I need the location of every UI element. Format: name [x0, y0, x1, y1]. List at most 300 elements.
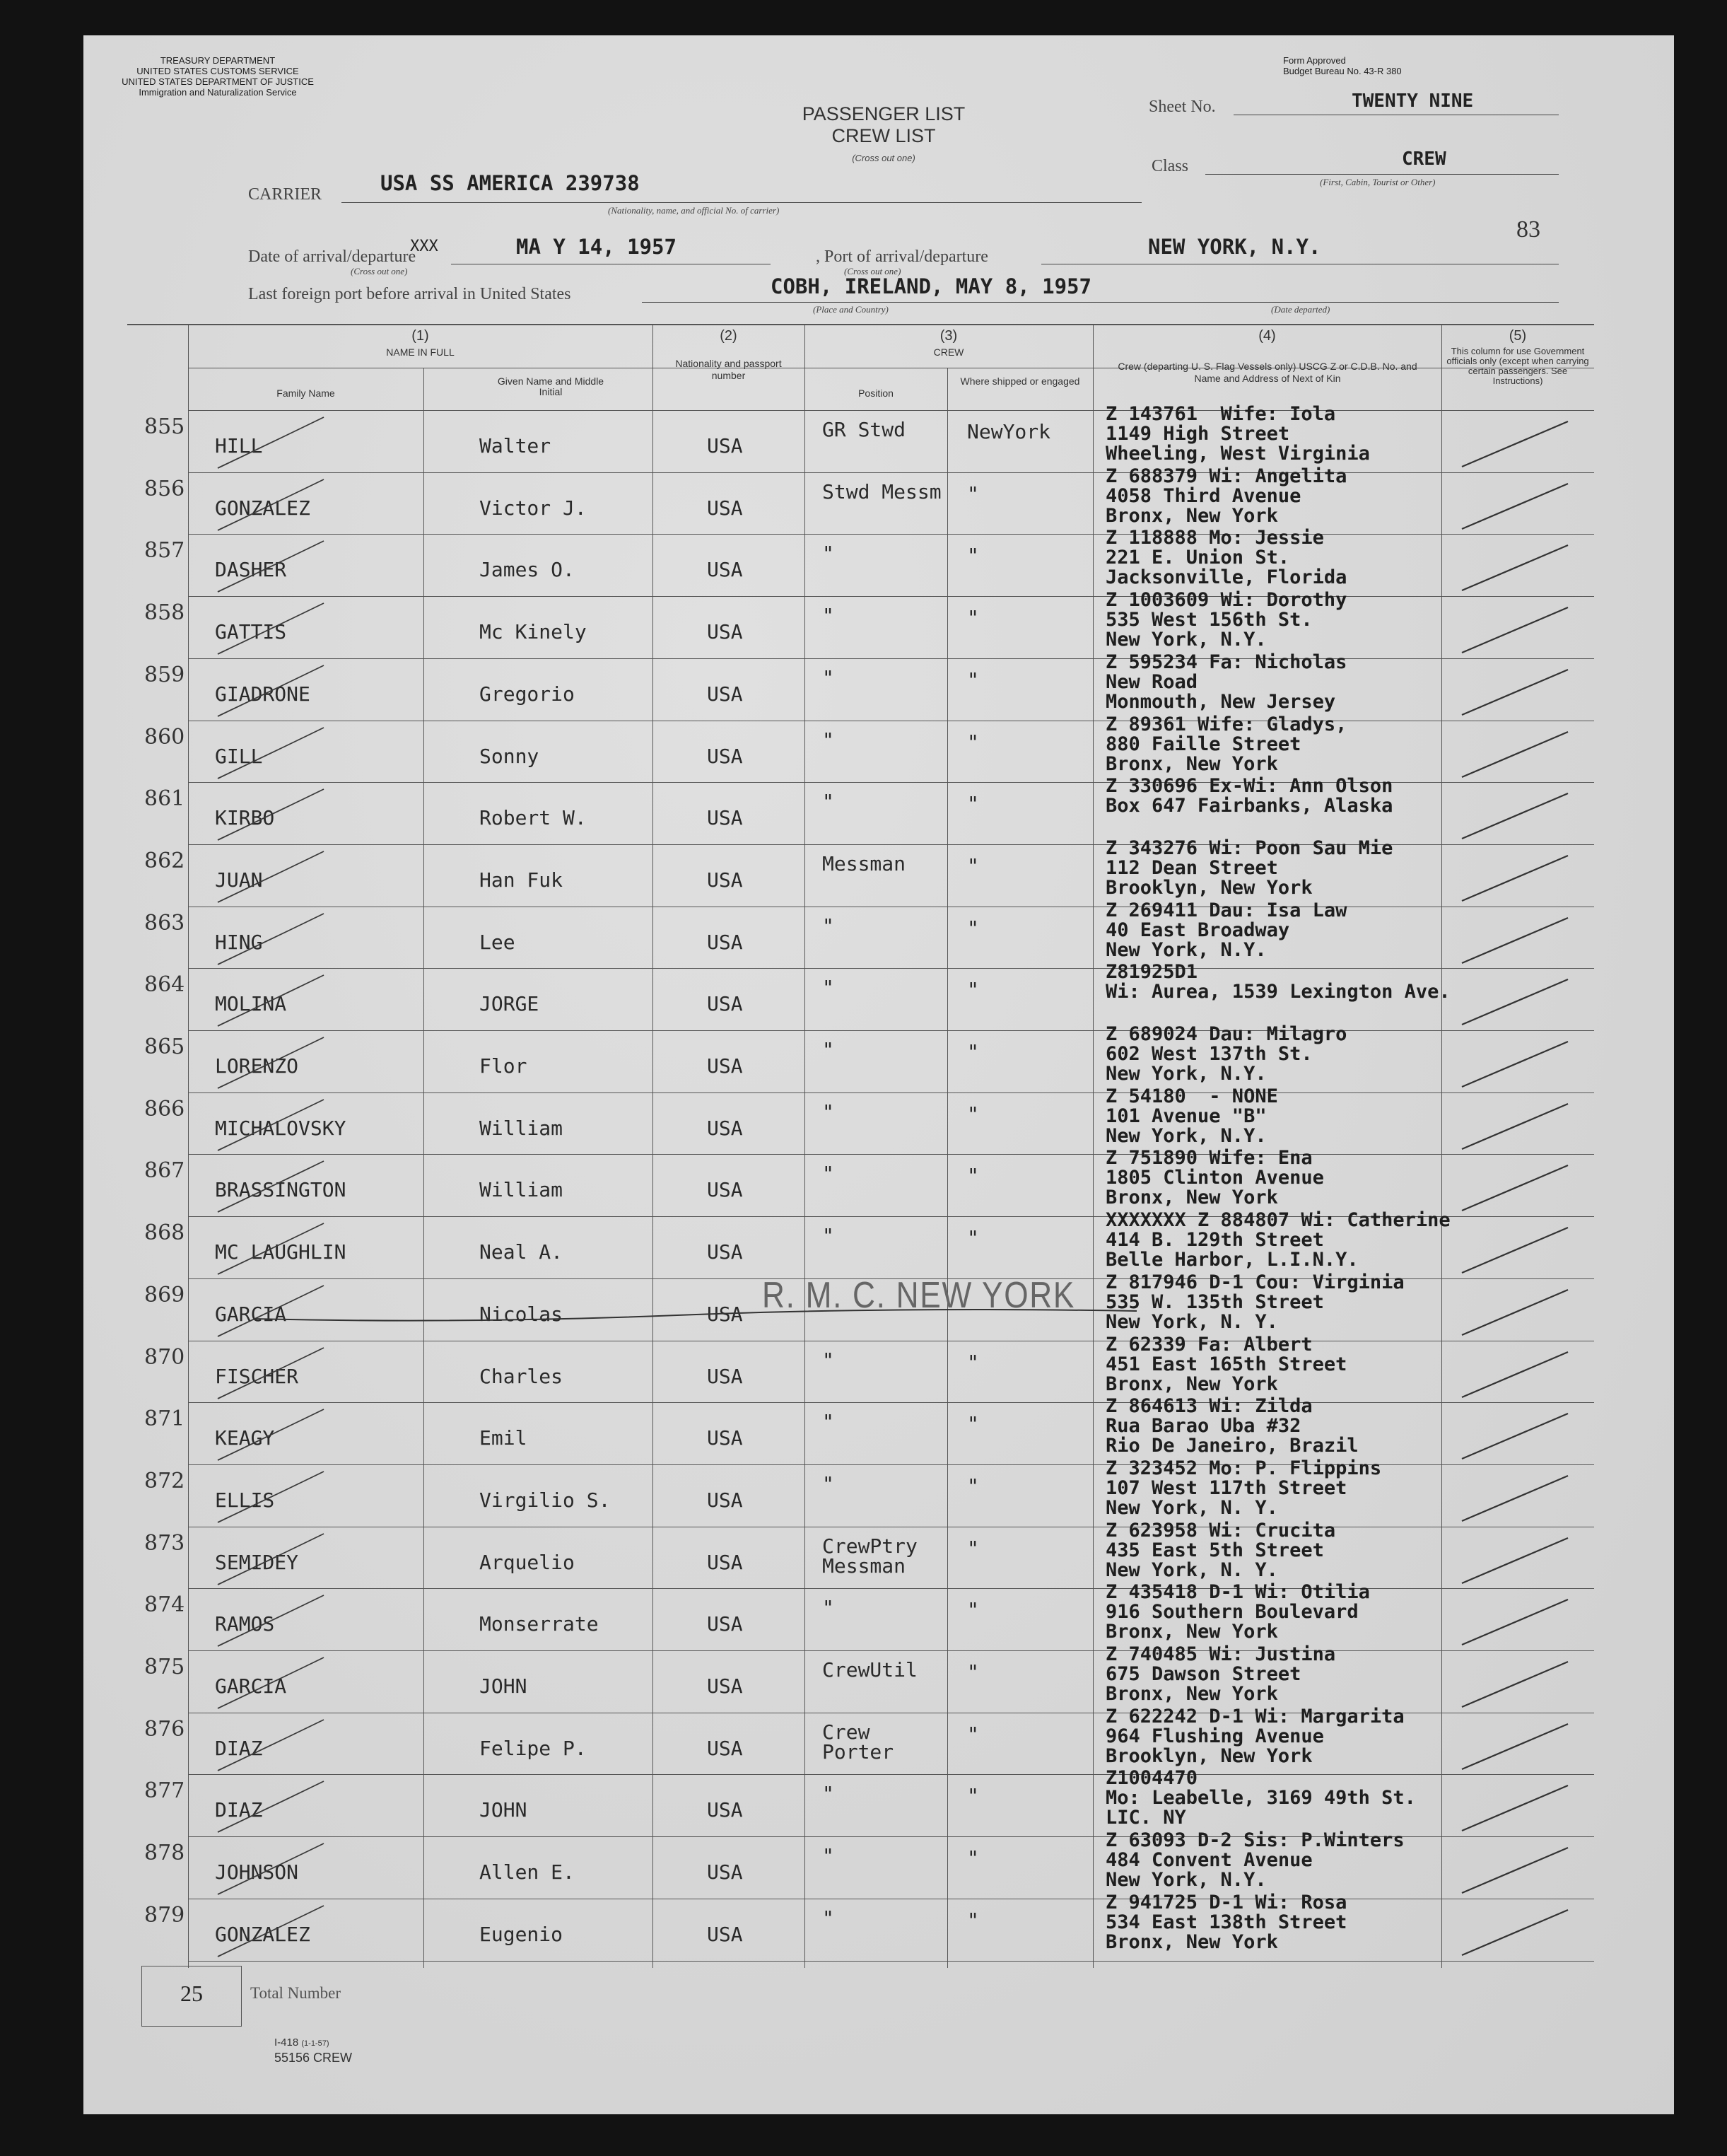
- carrier-label: CARRIER: [248, 185, 322, 204]
- agency-line3: UNITED STATES DEPARTMENT OF JUSTICE: [122, 76, 314, 87]
- given-name: Flor: [479, 1054, 527, 1078]
- port-value: NEW YORK, N.Y.: [1148, 235, 1321, 259]
- where-shipped: ": [967, 1412, 979, 1436]
- date-note: (Cross out one): [351, 266, 408, 276]
- family-name: FISCHER: [215, 1364, 299, 1388]
- row-rule: [188, 1030, 1594, 1031]
- next-of-kin: XXXXXXX Z 884807 Wi: Catherine 414 B. 129th Street Belle Harbor, L.I.N.Y.: [1106, 1209, 1451, 1271]
- name-check-mark: [189, 1157, 331, 1213]
- next-of-kin: Z 1003609 Wi: Dorothy 535 West 156th St. New York, N.Y.: [1106, 589, 1347, 651]
- family-name: HILL: [215, 434, 263, 458]
- col3-num: (3): [939, 328, 958, 344]
- given-name: Virgilio S.: [479, 1488, 611, 1512]
- row-number: 879: [144, 1902, 185, 1928]
- family-name: ELLIS: [215, 1488, 275, 1512]
- given-name: Walter: [479, 434, 551, 458]
- class-value: CREW: [1402, 148, 1446, 170]
- given-name: Gregorio: [479, 682, 575, 706]
- class-note: (First, Cabin, Tourist or Other): [1320, 177, 1436, 187]
- name-check-mark: [189, 1344, 331, 1400]
- name-check-mark: [189, 1529, 331, 1586]
- check-mark: [1448, 478, 1589, 535]
- title-note: (Cross out one): [852, 153, 915, 163]
- position: ": [822, 665, 834, 689]
- given-name: Han Fuk: [479, 868, 563, 892]
- row-number: 864: [144, 972, 185, 998]
- position: ": [822, 1472, 834, 1496]
- where-shipped: ": [967, 1722, 979, 1746]
- form-no: I-418: [274, 2036, 299, 2049]
- nationality: USA: [707, 1302, 743, 1326]
- family-name: GONZALEZ: [215, 496, 310, 520]
- row-number: 876: [144, 1716, 185, 1742]
- check-mark: [1448, 788, 1589, 844]
- next-of-kin: Z 54180 - NONE 101 Avenue "B" New York, N.Y.: [1106, 1085, 1278, 1147]
- row-number: 861: [144, 786, 185, 812]
- check-mark: [1448, 1284, 1589, 1341]
- col2-num: (2): [720, 328, 737, 344]
- where-shipped: ": [967, 1598, 979, 1622]
- row-rule: [188, 596, 1594, 597]
- position: ": [822, 790, 834, 814]
- list-title: [778, 103, 990, 169]
- table-bottom-rule: [188, 1961, 1594, 1962]
- date-xxx: XXX: [410, 238, 438, 255]
- title-passenger: PASSENGER LIST: [802, 103, 966, 124]
- where-shipped: ": [967, 1784, 979, 1808]
- given-name: William: [479, 1116, 563, 1140]
- family-name: JUAN: [215, 868, 263, 892]
- position: ": [822, 1906, 834, 1930]
- given-name: Allen E.: [479, 1860, 575, 1884]
- check-mark: [1448, 1904, 1589, 1961]
- position: ": [822, 1100, 834, 1124]
- where-shipped: ": [967, 544, 979, 568]
- agency-line1: TREASURY DEPARTMENT: [160, 55, 276, 66]
- given-name: James O.: [479, 558, 575, 582]
- name-check-mark: [189, 413, 331, 470]
- next-of-kin: Z 864613 Wi: Zilda Rua Barao Uba #32 Rio De Janeiro, Brazil: [1106, 1395, 1359, 1457]
- row-number: 858: [144, 600, 185, 626]
- check-mark: [1448, 1842, 1589, 1899]
- nationality: USA: [707, 744, 743, 768]
- check-mark: [1448, 1780, 1589, 1836]
- next-of-kin: Z81925D1 Wi: Aurea, 1539 Lexington Ave.: [1106, 961, 1451, 1003]
- position: Crew Porter: [822, 1720, 894, 1764]
- nationality: USA: [707, 682, 743, 706]
- next-of-kin: Z 89361 Wife: Gladys, 880 Faille Street Bronx, New York: [1106, 713, 1347, 775]
- family-name: BRASSINGTON: [215, 1178, 346, 1202]
- position: ": [822, 1224, 834, 1248]
- nationality: USA: [707, 1736, 743, 1760]
- row-rule: [188, 1092, 1594, 1093]
- nationality: USA: [707, 1116, 743, 1140]
- date-value: MA Y 14, 1957: [516, 235, 677, 259]
- family-name: GONZALEZ: [215, 1922, 310, 1946]
- row-number: 875: [144, 1655, 185, 1679]
- row-rule: [188, 1588, 1594, 1589]
- where-shipped: ": [967, 1350, 979, 1374]
- row-number: 869: [144, 1282, 185, 1307]
- name-check-mark: [189, 909, 331, 966]
- name-check-mark: [189, 1715, 331, 1772]
- where-shipped: ": [967, 730, 979, 754]
- name-check-mark: [189, 537, 331, 593]
- position: ": [822, 542, 834, 566]
- family-name: GARCIA: [215, 1302, 287, 1326]
- place-note: (Place and Country): [813, 304, 889, 315]
- given-name: Lee: [479, 930, 515, 954]
- col5-num: (5): [1509, 328, 1527, 344]
- family-name: HING: [215, 930, 263, 954]
- name-check-mark: [189, 661, 331, 718]
- given-name: Emil: [479, 1426, 527, 1450]
- family-name: RAMOS: [215, 1612, 275, 1636]
- row-number: 873: [144, 1530, 185, 1556]
- next-of-kin: Z 118888 Mo: Jessie 221 E. Union St. Jacksonville, Florida: [1106, 527, 1347, 589]
- where-shipped: NewYork: [967, 420, 1051, 443]
- next-of-kin: Z 62339 Fa: Albert 451 East 165th Street Bronx, New York: [1106, 1333, 1347, 1395]
- given-name: JOHN: [479, 1674, 527, 1698]
- class-label: Class: [1152, 157, 1189, 175]
- position: Stwd Messm: [822, 479, 942, 503]
- col1-title: NAME IN FULL: [386, 346, 455, 358]
- name-check-mark: [189, 1219, 331, 1276]
- where-shipped: ": [967, 1040, 979, 1064]
- nationality: USA: [707, 1488, 743, 1512]
- family-name: GIADRONE: [215, 682, 310, 706]
- nationality: USA: [707, 558, 743, 582]
- where-shipped: ": [967, 916, 979, 940]
- col1a-title: Family Name: [276, 388, 335, 399]
- where-shipped: ": [967, 978, 979, 1002]
- given-name: JORGE: [479, 992, 539, 1016]
- date-label: Date of arrival/departure: [248, 247, 416, 266]
- check-mark: [1448, 850, 1589, 907]
- where-shipped: ": [967, 1846, 979, 1870]
- nationality: USA: [707, 1240, 743, 1264]
- given-name: Nicolas: [479, 1302, 563, 1326]
- name-check-mark: [189, 1095, 331, 1152]
- title-crew: CREW LIST: [831, 125, 936, 146]
- next-of-kin: Z 817946 D-1 Cou: Virginia 535 W. 135th Street New York, N. Y.: [1106, 1271, 1405, 1333]
- position: GR Stwd: [822, 418, 906, 441]
- name-check-mark: [189, 785, 331, 841]
- family-name: MOLINA: [215, 992, 287, 1016]
- where-shipped: ": [967, 1536, 979, 1560]
- check-mark: [1448, 1594, 1589, 1650]
- check-mark: [1448, 1408, 1589, 1464]
- agency-line2: UNITED STATES CUSTOMS SERVICE: [136, 66, 299, 76]
- where-shipped: ": [967, 1102, 979, 1126]
- form-date: (1-1-57): [301, 2039, 329, 2048]
- col3-title: CREW: [933, 346, 964, 358]
- given-name: Arquelio: [479, 1550, 575, 1574]
- row-rule: [188, 472, 1594, 473]
- row-number: 870: [144, 1344, 185, 1370]
- position: ": [822, 1410, 834, 1434]
- row-number: 868: [144, 1220, 185, 1246]
- family-name: GILL: [215, 744, 263, 768]
- row-rule: [188, 658, 1594, 659]
- position: CrewUtil: [822, 1658, 918, 1682]
- family-name: GATTIS: [215, 620, 287, 644]
- row-rule: [188, 1464, 1594, 1465]
- col2-title: Nationality and passport number: [675, 358, 782, 381]
- check-mark: [1448, 1532, 1589, 1589]
- check-mark: [1448, 726, 1589, 783]
- given-name: Charles: [479, 1364, 563, 1388]
- position: ": [822, 976, 834, 1000]
- col-rule-3: [804, 324, 805, 1968]
- last-port-label: Last foreign port before arrival in United States: [248, 285, 571, 303]
- agency-line4: Immigration and Naturalization Service: [139, 87, 297, 98]
- next-of-kin: Z 323452 Mo: P. Flippins 107 West 117th Street New York, N. Y.: [1106, 1457, 1382, 1519]
- nationality: USA: [707, 1054, 743, 1078]
- row-rule: [188, 534, 1594, 535]
- next-of-kin: Z 740485 Wi: Justina 675 Dawson Street Bronx, New York: [1106, 1643, 1336, 1705]
- where-shipped: ": [967, 482, 979, 506]
- col5-title: This column for use Government officials only (except when carrying certain passengers. See Instructions): [1446, 346, 1589, 386]
- position: ": [822, 1038, 834, 1061]
- family-name: LORENZO: [215, 1054, 299, 1078]
- where-shipped: ": [967, 606, 979, 630]
- row-number: 863: [144, 910, 185, 936]
- name-check-mark: [189, 847, 331, 904]
- carrier-note: (Nationality, name, and official No. of carrier): [608, 205, 780, 216]
- rmc-stamp: R. M. C. NEW YORK: [762, 1275, 1076, 1316]
- check-mark: [1448, 1160, 1589, 1216]
- form-approved: [1283, 55, 1402, 76]
- given-name: Victor J.: [479, 496, 587, 520]
- nationality: USA: [707, 1426, 743, 1450]
- col4-title: Crew (departing U. S. Flag Vessels only) USCG Z or C.D.B. No. and Name and Address of Next of Kin: [1118, 361, 1417, 384]
- nationality: USA: [707, 1860, 743, 1884]
- row-number: 874: [144, 1592, 185, 1618]
- where-shipped: ": [967, 668, 979, 692]
- position: ": [822, 1162, 834, 1186]
- manifest-sheet: [83, 35, 1674, 2114]
- check-mark: [1448, 1656, 1589, 1713]
- family-name: JOHNSON: [215, 1860, 299, 1884]
- row-number: 857: [144, 538, 185, 564]
- carrier-underline: [341, 202, 1142, 203]
- position: ": [822, 604, 834, 628]
- row-rule: [188, 410, 1594, 411]
- check-mark: [1448, 664, 1589, 721]
- nationality: USA: [707, 496, 743, 520]
- position: ": [822, 1782, 834, 1806]
- sheet-label: Sheet No.: [1149, 98, 1216, 116]
- where-shipped: ": [967, 853, 979, 878]
- given-name: Neal A.: [479, 1240, 563, 1264]
- nationality: USA: [707, 806, 743, 830]
- given-name: Felipe P.: [479, 1736, 587, 1760]
- nationality: USA: [707, 620, 743, 644]
- col-rule-0: [188, 324, 189, 1968]
- row-rule: [188, 1154, 1594, 1155]
- sheet-value: TWENTY NINE: [1352, 91, 1474, 112]
- where-shipped: ": [967, 792, 979, 816]
- col1b-title: Given Name and Middle Initial: [497, 375, 604, 397]
- where-shipped: ": [967, 1226, 979, 1250]
- family-name: DIAZ: [215, 1736, 263, 1760]
- given-name: JOHN: [479, 1798, 527, 1822]
- next-of-kin: Z 689024 Dau: Milagro 602 West 137th St. New York, N.Y.: [1106, 1023, 1347, 1085]
- row-number: 867: [144, 1158, 185, 1184]
- col4-num: (4): [1258, 328, 1276, 344]
- where-shipped: ": [967, 1474, 979, 1498]
- check-mark: [1448, 602, 1589, 658]
- position: ": [822, 1596, 834, 1620]
- total-label: Total Number: [250, 1984, 341, 2002]
- next-of-kin: Z 622242 D-1 Wi: Margarita 964 Flushing Avenue Brooklyn, New York: [1106, 1705, 1405, 1767]
- given-name: Eugenio: [479, 1922, 563, 1946]
- row-rule: [188, 1650, 1594, 1651]
- family-name: KIRBO: [215, 806, 275, 830]
- row-number: 877: [144, 1778, 185, 1804]
- family-name: KEAGY: [215, 1426, 275, 1450]
- family-name: MICHALOVSKY: [215, 1116, 346, 1140]
- port-label: , Port of arrival/departure: [816, 247, 988, 266]
- position: ": [822, 1844, 834, 1868]
- next-of-kin: Z 435418 D-1 Wi: Otilia 916 Southern Boulevard Bronx, New York: [1106, 1581, 1370, 1643]
- row-rule: [188, 1402, 1594, 1403]
- form-approved-text: Form Approved: [1283, 55, 1346, 66]
- position: ": [822, 914, 834, 938]
- next-of-kin: Z 330696 Ex-Wi: Ann Olson Box 647 Fairbanks, Alaska: [1106, 775, 1393, 817]
- nationality: USA: [707, 1922, 743, 1946]
- name-check-mark: [189, 475, 331, 532]
- total-value: 25: [180, 1981, 203, 2006]
- class-underline: [1205, 174, 1559, 175]
- name-check-mark: [189, 1591, 331, 1648]
- row-number: 855: [144, 414, 185, 439]
- name-check-mark: [189, 1653, 331, 1710]
- name-check-mark: [189, 599, 331, 655]
- name-check-mark: [189, 971, 331, 1027]
- given-name: Mc Kinely: [479, 620, 587, 644]
- col-rule-3b: [947, 368, 948, 1968]
- name-check-mark: [189, 1839, 331, 1896]
- total-box: [141, 1966, 242, 2027]
- position: ": [822, 1348, 834, 1372]
- row-number: 872: [144, 1468, 185, 1493]
- col-rule-5: [1441, 324, 1442, 1968]
- row-number: 862: [144, 848, 185, 873]
- row-number: 860: [144, 724, 185, 750]
- nationality: USA: [707, 1178, 743, 1202]
- date-departed-note: (Date departed): [1271, 304, 1330, 315]
- nationality: USA: [707, 1674, 743, 1698]
- check-mark: [1448, 1346, 1589, 1403]
- row-number: 866: [144, 1096, 185, 1121]
- position: CrewPtry Messman: [822, 1534, 918, 1578]
- nationality: USA: [707, 992, 743, 1016]
- check-mark: [1448, 912, 1589, 969]
- row-number: 865: [144, 1035, 185, 1059]
- position: ": [822, 728, 834, 752]
- next-of-kin: Z1004470 Mo: Leabelle, 3169 49th St. LIC. NY: [1106, 1767, 1416, 1829]
- nationality: USA: [707, 930, 743, 954]
- given-name: Sonny: [479, 744, 539, 768]
- next-of-kin: Z 343276 Wi: Poon Sau Mie 112 Dean Street Brooklyn, New York: [1106, 837, 1393, 899]
- budget-bureau: Budget Bureau No. 43-R 380: [1283, 66, 1402, 76]
- port-note: (Cross out one): [844, 266, 901, 276]
- check-mark: [1448, 540, 1589, 596]
- nationality: USA: [707, 434, 743, 458]
- check-mark: [1448, 974, 1589, 1030]
- check-mark: [1448, 1036, 1589, 1092]
- check-mark: [1448, 1718, 1589, 1775]
- family-name: GARCIA: [215, 1674, 287, 1698]
- family-name: SEMIDEY: [215, 1550, 299, 1574]
- name-check-mark: [189, 1405, 331, 1462]
- nationality: USA: [707, 1550, 743, 1574]
- position: Messman: [822, 851, 906, 875]
- row-number: 859: [144, 662, 185, 687]
- col1-num: (1): [411, 328, 429, 344]
- row-number: 871: [144, 1406, 185, 1432]
- where-shipped: ": [967, 1908, 979, 1932]
- form-number: [274, 2036, 329, 2049]
- row-number: 856: [144, 476, 185, 501]
- nationality: USA: [707, 868, 743, 892]
- nationality: USA: [707, 1364, 743, 1388]
- check-mark: [1448, 1222, 1589, 1278]
- agency-header: [83, 55, 352, 98]
- next-of-kin: Z 595234 Fa: Nicholas New Road Monmouth, New Jersey: [1106, 651, 1347, 713]
- carrier-value: USA SS AMERICA 239738: [380, 171, 640, 195]
- col-rule-4: [1093, 324, 1094, 1968]
- last-port-underline: [642, 302, 1559, 303]
- where-shipped: ": [967, 1660, 979, 1684]
- col3a-title: Position: [858, 388, 894, 399]
- nationality: USA: [707, 1612, 743, 1636]
- page-number: 83: [1516, 216, 1540, 243]
- check-mark: [1448, 1098, 1589, 1155]
- name-check-mark: [189, 1901, 331, 1958]
- name-check-mark: [189, 723, 331, 780]
- name-check-mark: [189, 1467, 331, 1524]
- next-of-kin: Z 688379 Wi: Angelita 4058 Third Avenue Bronx, New York: [1106, 465, 1347, 527]
- given-name: Robert W.: [479, 806, 587, 830]
- check-mark: [1448, 1470, 1589, 1527]
- next-of-kin: Z 269411 Dau: Isa Law 40 East Broadway New York, N.Y.: [1106, 899, 1347, 961]
- given-name: William: [479, 1178, 563, 1202]
- name-check-mark: [189, 1777, 331, 1834]
- form-code: 55156 CREW: [274, 2051, 353, 2065]
- next-of-kin: Z 941725 D-1 Wi: Rosa 534 East 138th Street Bronx, New York: [1106, 1891, 1347, 1953]
- row-number: 878: [144, 1841, 185, 1866]
- col-rule-1b: [423, 368, 424, 1968]
- nationality: USA: [707, 1798, 743, 1822]
- family-name: DIAZ: [215, 1798, 263, 1822]
- col3b-title: Where shipped or engaged: [960, 375, 1080, 387]
- family-name: MC LAUGHLIN: [215, 1240, 346, 1264]
- last-port-value: COBH, IRELAND, MAY 8, 1957: [771, 274, 1091, 298]
- next-of-kin: Z 623958 Wi: Crucita 435 East 5th Street New York, N. Y.: [1106, 1519, 1336, 1581]
- given-name: Monserrate: [479, 1612, 599, 1636]
- check-mark: [1448, 416, 1589, 472]
- next-of-kin: Z 63093 D-2 Sis: P.Winters 484 Convent Avenue New York, N.Y.: [1106, 1829, 1405, 1892]
- name-check-mark: [189, 1033, 331, 1090]
- next-of-kin: Z 143761 Wife: Iola 1149 High Street Wheeling, West Virginia: [1106, 403, 1370, 465]
- col-rule-2: [652, 324, 653, 1968]
- where-shipped: ": [967, 1164, 979, 1188]
- next-of-kin: Z 751890 Wife: Ena 1805 Clinton Avenue Bronx, New York: [1106, 1147, 1324, 1209]
- family-name: DASHER: [215, 558, 287, 582]
